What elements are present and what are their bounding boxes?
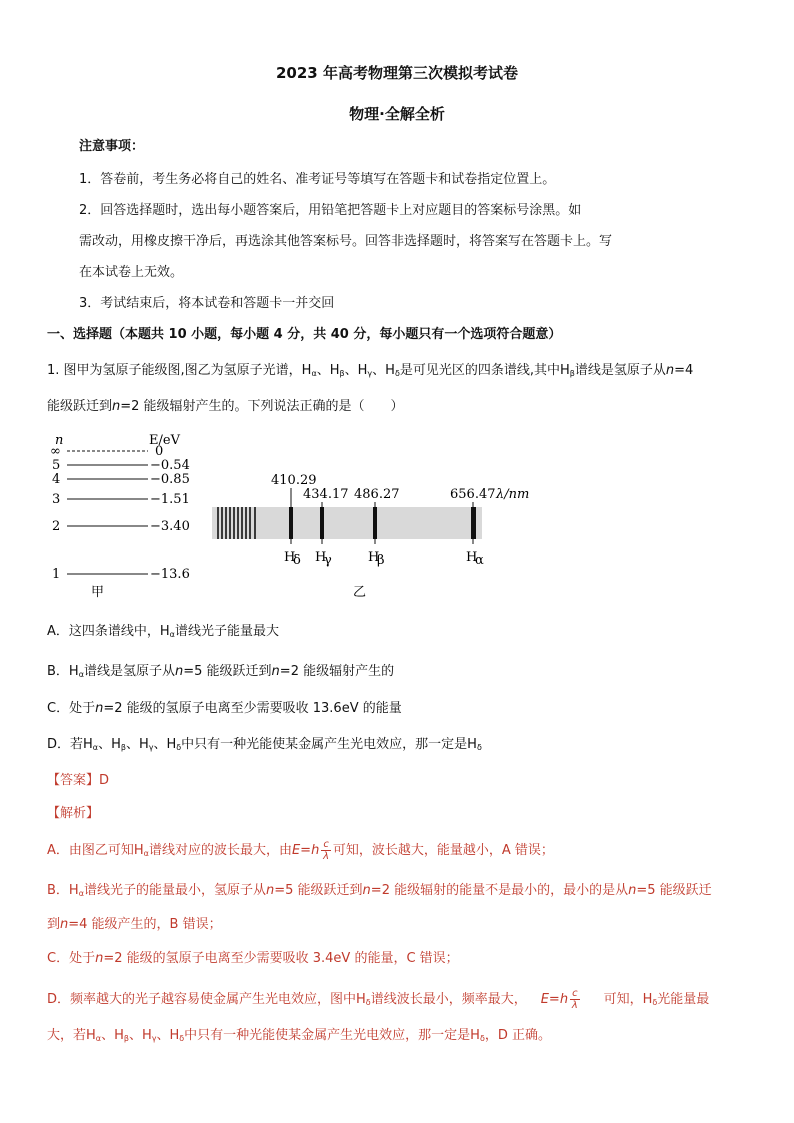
option-a: A．这四条谱线中，$H_\alpha$谱线光子能量最大 bbox=[47, 624, 279, 639]
energy-level-diagram bbox=[45, 428, 205, 603]
level-3 bbox=[52, 492, 190, 507]
analysis-b: B．$H_\alpha$谱线光子的能量最小，氢原子从n=5 能级跃迁到n=2 能级辐射的能量不是最小的，最小的是从n=5 能级跃迁 bbox=[47, 883, 712, 898]
svg-text:4: 4 bbox=[52, 472, 61, 487]
level-5 bbox=[52, 458, 190, 473]
question-stem-line2: 能级跃迁到n=2 能级辐射产生的。下列说法正确的是（ ） bbox=[47, 399, 404, 414]
energy-axis-label: E/eV bbox=[149, 433, 180, 448]
formula-fraction: $\frac{c}{\lambda}$ bbox=[571, 988, 578, 1011]
wavelength-label-486: 486.27 bbox=[354, 487, 400, 502]
section-heading: 一、选择题（本题共 10 小题，每小题 4 分，共 40 分，每小题只有一个选项符合题意） bbox=[47, 327, 562, 342]
svg-text:3: 3 bbox=[52, 492, 61, 507]
level-4 bbox=[52, 472, 190, 487]
wavelength-label-434: 434.17 bbox=[303, 487, 349, 502]
svg-text:γ: γ bbox=[324, 553, 332, 568]
n-axis-label: n bbox=[55, 433, 64, 448]
svg-text:H: H bbox=[368, 550, 380, 565]
option-d: D．若$H_\alpha$、$H_\beta$、$H_\gamma$、$H_\delta$中只有一种光能使某金属产生光电效应，那一定是$H_\delta$ bbox=[47, 737, 482, 752]
notice-item-2-cont2: 在本试卷上无效。 bbox=[79, 265, 184, 280]
analysis-d: D．频率越大的光子越容易使金属产生光电效应，图中$H_\delta$谱线波长最小，频率最大， E=h $\frac{c}{\lambda}$ 可知，$H_\delta$光能量最 bbox=[47, 988, 710, 1011]
analysis-a: A．由图乙可知$H_\alpha$谱线对应的波长最大，由E=h $\frac{c}{\lambda}$ 可知，波长越大，能量越小，A 错误； bbox=[47, 839, 554, 862]
figure-caption-yi: 乙 bbox=[353, 585, 367, 600]
analysis-b-cont: 到n=4 能级产生的，B 错误； bbox=[47, 917, 222, 932]
svg-text:0: 0 bbox=[155, 444, 164, 459]
svg-text:H: H bbox=[284, 550, 296, 565]
wavelength-label-656: 656.47 bbox=[450, 487, 496, 502]
formula-fraction: $\frac{c}{\lambda}$ bbox=[323, 839, 330, 862]
page-title: 2023 年高考物理第三次模拟考试卷 bbox=[276, 64, 518, 82]
question-stem-line1: 1. 图甲为氢原子能级图,图乙为氢原子光谱，$H_\alpha$、$H_\beta$、$H_\gamma$、$H_\delta$是可见光区的四条谱线,其中$H_\beta$谱线是氢原子从n=4 bbox=[47, 363, 694, 378]
svg-text:1: 1 bbox=[52, 567, 61, 582]
svg-text:−0.85: −0.85 bbox=[150, 472, 190, 487]
analysis-c: C．处于n=2 能级的氢原子电离至少需要吸收 3.4eV 的能量，C 错误； bbox=[47, 951, 459, 966]
svg-text:δ: δ bbox=[293, 553, 301, 568]
svg-text:−13.6: −13.6 bbox=[150, 567, 190, 582]
svg-text:5: 5 bbox=[52, 458, 61, 473]
wavelength-unit: λ/nm bbox=[496, 487, 530, 502]
svg-text:α: α bbox=[475, 553, 484, 568]
svg-text:−1.51: −1.51 bbox=[150, 492, 190, 507]
level-1 bbox=[52, 567, 190, 582]
notice-item-2: 2．回答选择题时，选出每小题答案后，用铅笔把答题卡上对应题目的答案标号涂黑。如 bbox=[79, 203, 582, 218]
level-2 bbox=[52, 519, 190, 534]
notice-item-3: 3．考试结束后，将本试卷和答题卡一并交回 bbox=[79, 296, 335, 311]
svg-text:−0.54: −0.54 bbox=[150, 458, 190, 473]
notice-heading: 注意事项： bbox=[79, 139, 145, 154]
figure-caption-jia: 甲 bbox=[91, 585, 105, 600]
svg-text:H: H bbox=[315, 550, 327, 565]
notice-item-1: 1．答卷前，考生务必将自己的姓名、准考证号等填写在答题卡和试卷指定位置上。 bbox=[79, 172, 556, 187]
svg-text:2: 2 bbox=[52, 519, 61, 534]
analysis-heading: 【解析】 bbox=[47, 806, 100, 821]
svg-text:∞: ∞ bbox=[50, 444, 61, 459]
question-number: 1. bbox=[47, 363, 60, 378]
level-inf bbox=[50, 444, 163, 459]
option-c: C．处于n=2 能级的氢原子电离至少需要吸收 13.6eV 的能量 bbox=[47, 701, 402, 716]
wavelength-label-410: 410.29 bbox=[271, 473, 317, 488]
spectrum-band bbox=[212, 507, 482, 539]
page-subtitle: 物理·全解全析 bbox=[349, 105, 445, 123]
svg-text:β: β bbox=[377, 553, 385, 568]
svg-text:H: H bbox=[466, 550, 478, 565]
answer-label: 【答案】D bbox=[47, 773, 110, 788]
notice-item-2-cont: 需改动，用橡皮擦干净后，再选涂其他答案标号。回答非选择题时，将答案写在答题卡上。写 bbox=[79, 234, 613, 249]
svg-text:−3.40: −3.40 bbox=[150, 519, 190, 534]
analysis-d-cont: 大，若$H_\alpha$、$H_\beta$、$H_\gamma$、$H_\delta$中只有一种光能使某金属产生光电效应，那一定是$H_\delta$，D 正确。 bbox=[47, 1028, 551, 1043]
option-b: B．$H_\alpha$谱线是氢原子从n=5 能级跃迁到n=2 能级辐射产生的 bbox=[47, 664, 395, 679]
hydrogen-spectrum-diagram bbox=[205, 468, 550, 603]
